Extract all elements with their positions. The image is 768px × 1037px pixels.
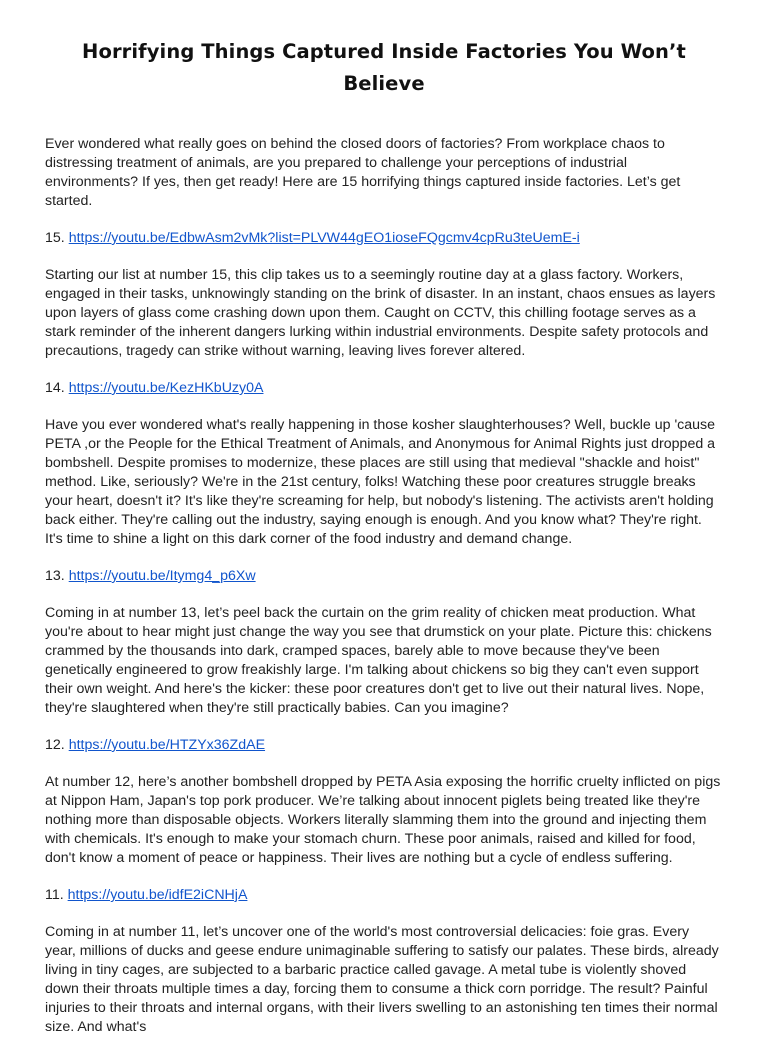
intro-paragraph: Ever wondered what really goes on behind the closed doors of factories? From workplace chaos to distressing treatment of animals, are you prepared to challenge your perceptions of industrial environments? If yes, then get ready! Here are 15 horrifying things captured inside factories. Let’s get started.: [45, 136, 681, 209]
section-number: 13.: [45, 568, 65, 584]
section-number: 11.: [45, 887, 64, 903]
section-number: 12.: [45, 737, 65, 753]
video-link[interactable]: https://youtu.be/HTZYx36ZdAE: [68, 737, 266, 753]
section-11-paragraph: Coming in at number 11, let’s uncover one of the world's most controversial delicacies: foie gras. Every year, millions of ducks and geese endure unimaginable suffering to satisfy our palates. These birds, already living in tiny cages, are subjected to a barbaric practice called gavage. A metal tube is violently shoved down their throats multiple times a day, forcing them to consume a thick corn porridge. The result? Painful injuries to their throats and internal organs, with their livers swelling to an astonishing ten times their normal size. And what's: [45, 924, 719, 1035]
video-link[interactable]: https://youtu.be/Itymg4_p6Xw: [68, 568, 256, 584]
section-13-paragraph: Coming in at number 13, let’s peel back the curtain on the grim reality of chicken meat production. What you're about to hear might just change the way you see that drumstick on your plate. Picture this: chickens crammed by the thousands into dark, cramped spaces, barely able to move because they've been genetically engineered to grow freakishly large. I'm talking about chickens so big they can't even support their own weight. And here's the kicker: these poor creatures don't get to live out their natural lives. Nope, they're slaughtered when they're still practically babies. Can you imagine?: [45, 605, 712, 716]
section-12-link-line: [45, 736, 723, 755]
section-number: 14.: [45, 380, 65, 396]
section-number: 15.: [45, 230, 65, 246]
document-page: [45, 36, 723, 1037]
video-link[interactable]: https://youtu.be/EdbwAsm2vMk?list=PLVW44gEO1ioseFQgcmv4cpRu3teUemE-i: [68, 230, 580, 246]
video-link[interactable]: https://youtu.be/idfE2iCNHjA: [67, 887, 248, 903]
section-15-paragraph: Starting our list at number 15, this clip takes us to a seemingly routine day at a glass factory. Workers, engaged in their tasks, unknowingly standing on the brink of disaster. In an instant, chaos ensues as layers upon layers of glass come crashing down upon them. Caught on CCTV, this chilling footage serves as a stark reminder of the inherent dangers lurking within industrial environments. Despite safety protocols and precautions, tragedy can strike without warning, leaving lives forever altered.: [45, 267, 716, 359]
section-11-link-line: [45, 886, 723, 905]
section-13-link-line: [45, 567, 723, 586]
section-12-paragraph: At number 12, here’s another bombshell dropped by PETA Asia exposing the horrific cruelty inflicted on pigs at Nippon Ham, Japan's top pork producer. We’re talking about innocent piglets being treated like they're nothing more than disposable objects. Workers literally slamming them into the ground and injecting them with chemicals. It's enough to make your stomach churn. These poor animals, raised and killed for food, don't know a moment of peace or happiness. Their lives are nothing but a cycle of endless suffering.: [45, 774, 721, 866]
document-title: Horrifying Things Captured Inside Factories You Won’t Believe: [82, 40, 686, 95]
section-14-paragraph: Have you ever wondered what's really happening in those kosher slaughterhouses? Well, buckle up 'cause PETA ,or the People for the Ethical Treatment of Animals, and Anonymous for Animal Rights just dropped a bombshell. Despite promises to modernize, these places are still using that medieval "shackle and hoist" method. Like, seriously? We're in the 21st century, folks! Watching these poor creatures struggle breaks your heart, doesn't it? It's like they're screaming for help, but nobody's listening. The activists aren't holding back either. They're calling out the industry, saying enough is enough. And you know what? They're right. It's time to shine a light on this dark corner of the food industry and demand change.: [45, 417, 716, 547]
video-link[interactable]: https://youtu.be/KezHKbUzy0A: [68, 380, 264, 396]
section-15-link-line: [45, 229, 723, 248]
section-14-link-line: [45, 379, 723, 398]
